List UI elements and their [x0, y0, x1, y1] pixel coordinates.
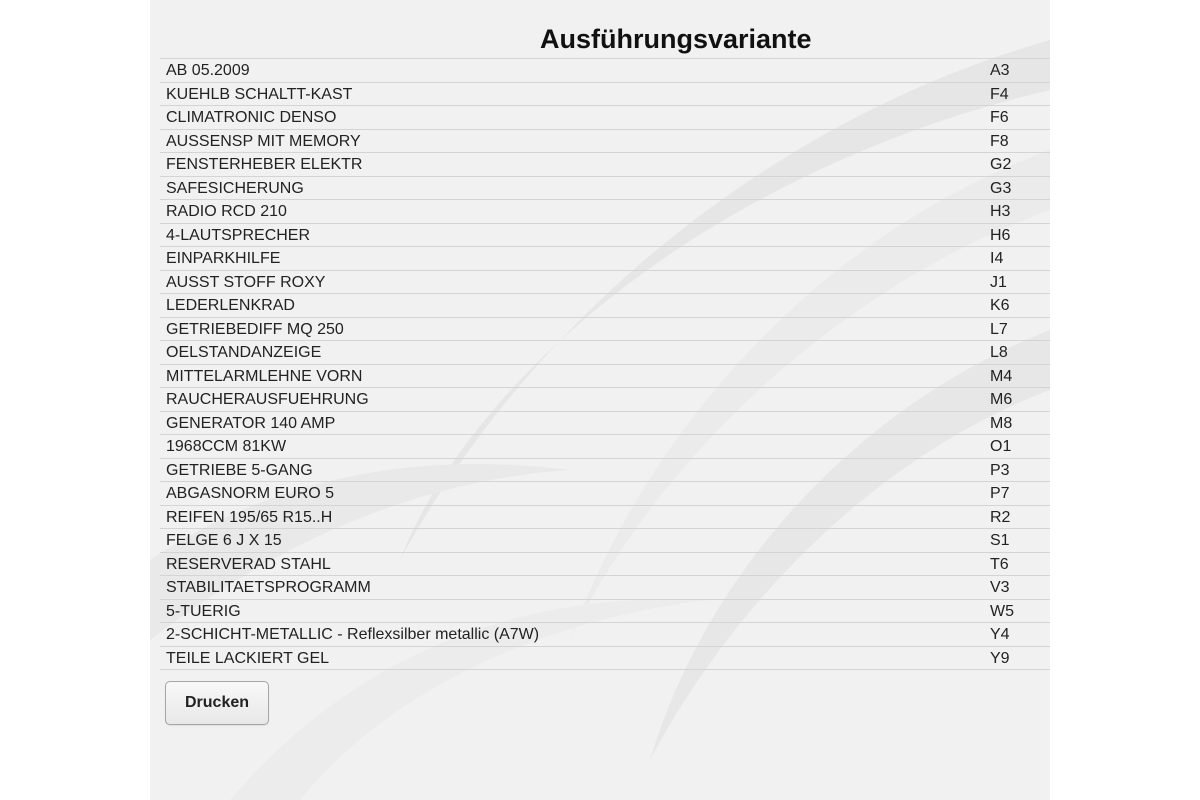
- item-code: A3: [990, 62, 1010, 79]
- item-code: G3: [990, 179, 1012, 197]
- item-code: M8: [990, 414, 1013, 432]
- item-description: EINPARKHILFE: [166, 250, 281, 267]
- item-description: 1968CCM 81KW: [166, 438, 287, 455]
- list-item: [160, 623, 1050, 647]
- list-item: [160, 318, 1050, 342]
- item-code: G2: [990, 156, 1012, 173]
- list-item: [160, 177, 1050, 201]
- list-item: [160, 224, 1050, 248]
- item-code: H3: [990, 203, 1011, 220]
- item-code: S1: [990, 532, 1010, 549]
- variant-panel: [150, 0, 1050, 800]
- item-description: CLIMATRONIC DENSO: [166, 109, 337, 126]
- item-description: FENSTERHEBER ELEKTR: [166, 156, 363, 173]
- list-item: [160, 130, 1050, 154]
- item-code: J1: [990, 273, 1007, 291]
- list-item: [160, 506, 1050, 530]
- item-code: K6: [990, 297, 1010, 314]
- item-code: W5: [990, 602, 1014, 620]
- list-item: [160, 600, 1050, 624]
- list-item: [160, 388, 1050, 412]
- item-code: F6: [990, 109, 1009, 126]
- item-description: RESERVERAD STAHL: [166, 555, 331, 573]
- item-code: V3: [990, 579, 1010, 596]
- list-item: [160, 247, 1050, 271]
- item-description: RADIO RCD 210: [166, 203, 287, 220]
- item-description: FELGE 6 J X 15: [166, 532, 282, 549]
- item-code: F8: [990, 132, 1009, 150]
- list-item: [160, 412, 1050, 436]
- print-button[interactable]: Drucken: [165, 681, 269, 725]
- item-code: M4: [990, 367, 1013, 385]
- item-code: P3: [990, 461, 1010, 479]
- list-item: [160, 106, 1050, 130]
- item-description: AB 05.2009: [166, 62, 250, 79]
- item-code: I4: [990, 250, 1004, 267]
- list-item: [160, 271, 1050, 295]
- item-code: Y9: [990, 649, 1010, 667]
- item-description: GETRIEBE 5-GANG: [166, 461, 313, 479]
- item-description: REIFEN 195/65 R15..H: [166, 508, 333, 526]
- list-item: [160, 553, 1050, 577]
- list-item: [160, 294, 1050, 318]
- item-code: Y4: [990, 626, 1010, 643]
- item-code: T6: [990, 555, 1009, 573]
- item-description: LEDERLENKRAD: [166, 297, 295, 314]
- list-item: [160, 459, 1050, 483]
- item-description: KUEHLB SCHALTT-KAST: [166, 85, 353, 103]
- item-description: 2-SCHICHT-METALLIC - Reflexsilber metallic (A7W): [166, 626, 540, 643]
- list-item: [160, 59, 1050, 83]
- item-code: P7: [990, 485, 1010, 502]
- list-item: [160, 435, 1050, 459]
- list-item: [160, 576, 1050, 600]
- item-code: L7: [990, 320, 1008, 338]
- item-description: GENERATOR 140 AMP: [166, 414, 336, 432]
- item-description: SAFESICHERUNG: [166, 179, 304, 197]
- item-description: OELSTANDANZEIGE: [166, 344, 322, 361]
- list-item: [160, 647, 1050, 671]
- list-item: [160, 341, 1050, 365]
- list-item: [160, 482, 1050, 506]
- item-description: GETRIEBEDIFF MQ 250: [166, 320, 344, 338]
- item-description: STABILITAETSPROGRAMM: [166, 579, 371, 596]
- list-item: [160, 200, 1050, 224]
- item-code: R2: [990, 508, 1011, 526]
- list-item: [160, 83, 1050, 107]
- list-item: [160, 365, 1050, 389]
- list-item: [160, 529, 1050, 553]
- item-description: MITTELARMLEHNE VORN: [166, 367, 363, 385]
- page-title: Ausführungsvariante: [540, 24, 812, 54]
- item-code: F4: [990, 85, 1009, 103]
- list-item: [160, 153, 1050, 177]
- item-description: ABGASNORM EURO 5: [166, 485, 335, 502]
- item-description: TEILE LACKIERT GEL: [166, 649, 330, 667]
- item-description: 5-TUERIG: [166, 602, 241, 620]
- item-description: AUSST STOFF ROXY: [166, 273, 326, 291]
- item-code: L8: [990, 344, 1008, 361]
- variant-list: [160, 58, 1050, 670]
- item-description: RAUCHERAUSFUEHRUNG: [166, 391, 369, 408]
- item-code: O1: [990, 438, 1012, 455]
- item-description: 4-LAUTSPRECHER: [166, 226, 311, 244]
- item-description: AUSSENSP MIT MEMORY: [166, 132, 361, 150]
- item-code: H6: [990, 226, 1011, 244]
- item-code: M6: [990, 391, 1013, 408]
